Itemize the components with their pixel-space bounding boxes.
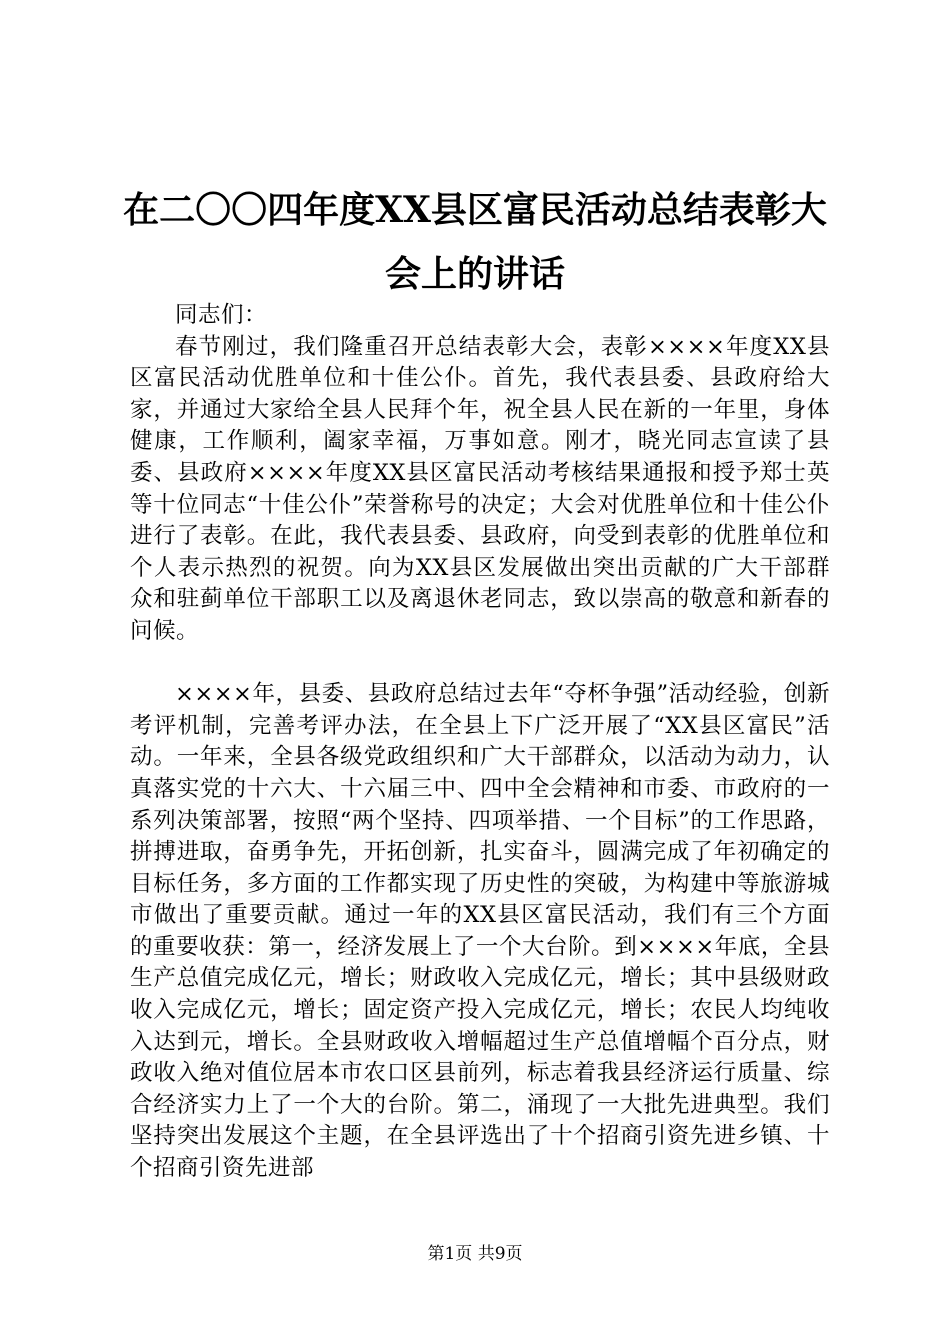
document-body — [130, 300, 830, 1185]
document-title — [120, 178, 830, 306]
salutation: 同志们： — [175, 302, 268, 328]
paragraph-2: ××××年，县委、县政府总结过去年“夺杯争强”活动经验，创新考评机制，完善考评办法，在全县上下广泛开展了“XX县区富民”活动。一年来，全县各级党政组织和广大干部群众，以活动为动力，认真落实党的十六大、十六届三中、四中全会精神和市委、市政府的一系列决策部署，按照“两个坚持、四项举措、一个目标”的工作思路，拼搏进取，奋勇争先，开拓创新，扎实奋斗，圆满完成了年初确定的目标任务，多方面的工作都实现了历史性的突破，为构建中等旅游城市做出了重要贡献。通过一年的XX县区富民活动，我们有三个方面的重要收获：第一，经济发展上了一个大台阶。到××××年底，全县生产总值完成亿元，增长；财政收入完成亿元，增长；其中县级财政收入完成亿元，增长；固定资产投入完成亿元，增长；农民人均纯收入达到元，增长。全县财政收入增幅超过生产总值增幅个百分点，财政收入绝对值位居本市农口区县前列，标志着我县经济运行质量、综合经济实力上了一个大的台阶。第二，涌现了一大批先进典型。我们坚持突出发展这个主题，在全县评选出了十个招商引资先进乡镇、十个招商引资先进部 — [130, 681, 830, 1182]
title-line-2: 会上的讲话 — [384, 253, 565, 295]
paragraph-1: 春节刚过，我们隆重召开总结表彰大会，表彰××××年度XX县区富民活动优胜单位和十佳公仆。首先，我代表县委、县政府给大家，并通过大家给全县人民拜个年，祝全县人民在新的一年里，身体健康，工作顺利，阖家幸福，万事如意。刚才，晓光同志宣读了县委、县政府××××年度XX县区富民活动考核结果通报和授予郑士英等十位同志“十佳公仆”荣誉称号的决定；大会对优胜单位和十佳公仆进行了表彰。在此，我代表县委、县政府，向受到表彰的优胜单位和个人表示热烈的祝贺。向为XX县区发展做出突出贡献的广大干部群众和驻蓟单位干部职工以及离退休老同志，致以崇高的敬意和新春的问候。 — [130, 333, 830, 644]
page-footer: 第1页 共9页 — [427, 1244, 523, 1264]
title-line-1: 在二〇〇四年度XX县区富民活动总结表彰大 — [123, 189, 827, 231]
